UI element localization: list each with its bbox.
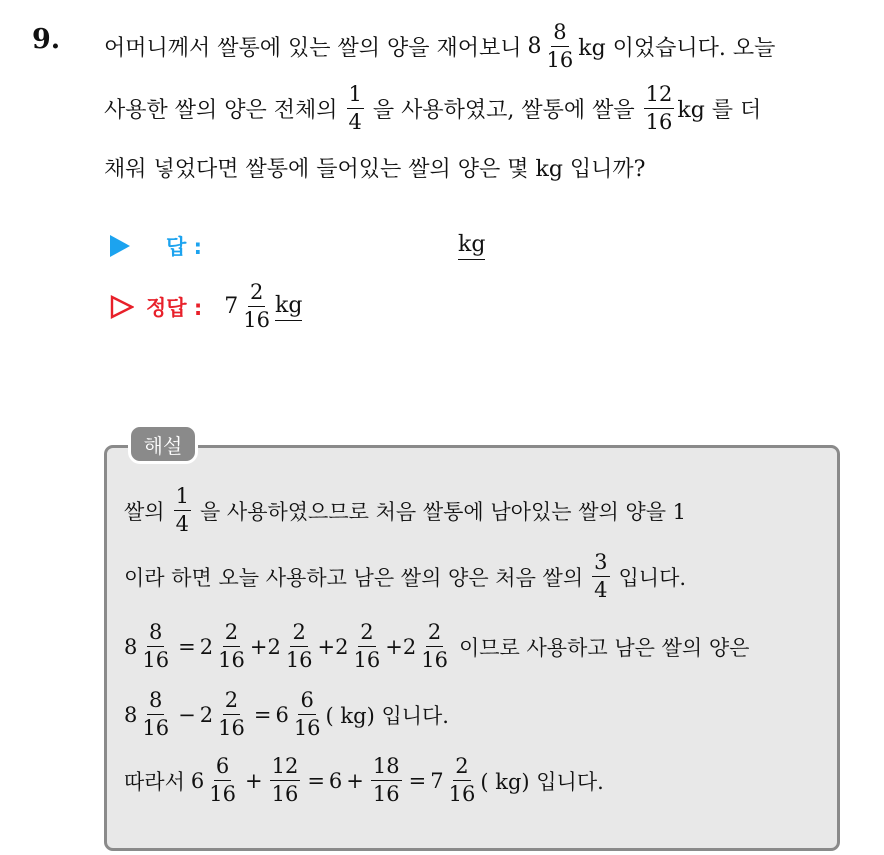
answer-label: 답 : <box>166 235 202 259</box>
correct-answer-label: 정답 : <box>146 295 203 320</box>
explanation-text: 을 사용하였으므로 처음 쌀통에 남아있는 쌀의 양을 1 <box>199 499 687 524</box>
answer-blank[interactable] <box>458 232 485 257</box>
fraction: $\frac{6}{16}$ <box>293 688 321 740</box>
fraction: $\frac{3}{4}$ <box>594 550 608 602</box>
question-number: 9. <box>32 24 61 55</box>
fraction: $\frac{2}{16}$ <box>218 620 245 672</box>
fraction: $\frac{8}{16}$ <box>142 688 170 740</box>
mixed-whole: 7 <box>224 294 239 319</box>
explanation-text: ( kg) 입니다. <box>480 769 604 794</box>
fraction: $\frac{12}{16}$ <box>271 754 299 806</box>
fraction: $\frac{18}{16}$ <box>372 754 400 806</box>
fraction: $\frac{2}{16}$ <box>285 620 313 672</box>
question-text: kg 이었습니다. 오늘 <box>578 36 776 61</box>
correct-answer-unit: kg <box>275 293 302 321</box>
mixed-whole: 8 <box>527 34 542 59</box>
fraction: $\frac{12}{16}$ <box>645 82 673 134</box>
explanation-text: 이라 하면 오늘 사용하고 남은 쌀의 양은 처음 쌀의 <box>124 565 584 590</box>
explanation-line-5: 따라서 6 $\frac{6}{16}$ + $\frac{12}{16}$ = 6 + $\frac{18}{16}$ = 7 $\frac{2}{16}$ ( kg) 입니다. <box>124 754 604 806</box>
question-text: kg 를 더 <box>677 98 762 123</box>
explanation-text: 쌀의 <box>124 499 165 524</box>
question-line-2 <box>104 84 761 133</box>
fraction: $\frac{2}{16}$ <box>353 620 381 672</box>
fraction: $\frac{8}{16}$ <box>546 20 574 72</box>
answer-row <box>110 231 202 261</box>
explanation-line-1 <box>124 486 686 535</box>
explanation-line-3: 8 $\frac{8}{16}$ = 2 $\frac{2}{16}$ + 2 $\frac{2}{16}$ + 2 $\frac{2}{16}$ + 2 $\frac{2}{16}$ 이므로 사용하고 남은 쌀의 양은 <box>124 620 750 672</box>
explanation-line-4: 8 $\frac{8}{16}$ − 2 $\frac{2}{16}$ = 6 $\frac{6}{16}$ ( kg) 입니다. <box>124 688 449 740</box>
fraction: $\frac{2}{16}$ <box>421 620 448 672</box>
explanation-text: 입니다. <box>618 565 687 590</box>
fraction: $\frac{2}{16}$ <box>448 754 476 806</box>
outline-triangle-icon <box>110 295 134 319</box>
correct-answer-row <box>110 282 302 331</box>
fraction: $\frac{1}{4}$ <box>348 82 362 134</box>
question-text: 을 사용하였고, 쌀통에 쌀을 <box>372 98 635 123</box>
fraction: $\frac{2}{16}$ <box>218 688 245 740</box>
question-line-3 <box>104 152 645 183</box>
play-triangle-icon <box>110 235 130 257</box>
explanation-line-2 <box>124 552 686 601</box>
question-line-1 <box>104 22 775 71</box>
explanation-text: ( kg) 입니다. <box>325 703 449 728</box>
explanation-text: 이므로 사용하고 남은 쌀의 양은 <box>458 635 750 660</box>
fraction: $\frac{6}{16}$ <box>209 754 236 806</box>
question-text: 사용한 쌀의 양은 전체의 <box>104 98 338 123</box>
answer-unit: kg <box>458 232 485 260</box>
explanation-text: 따라서 <box>124 769 185 794</box>
question-text: 어머니께서 쌀통에 있는 쌀의 양을 재어보니 <box>104 36 522 61</box>
question-text: 채워 넣었다면 쌀통에 들어있는 쌀의 양은 몇 kg 입니까? <box>104 157 646 182</box>
explanation-tag: 해설 <box>128 424 198 464</box>
fraction: $\frac{8}{16}$ <box>142 620 170 672</box>
fraction: $\frac{2}{16}$ <box>243 280 271 332</box>
fraction: $\frac{1}{4}$ <box>175 484 189 536</box>
